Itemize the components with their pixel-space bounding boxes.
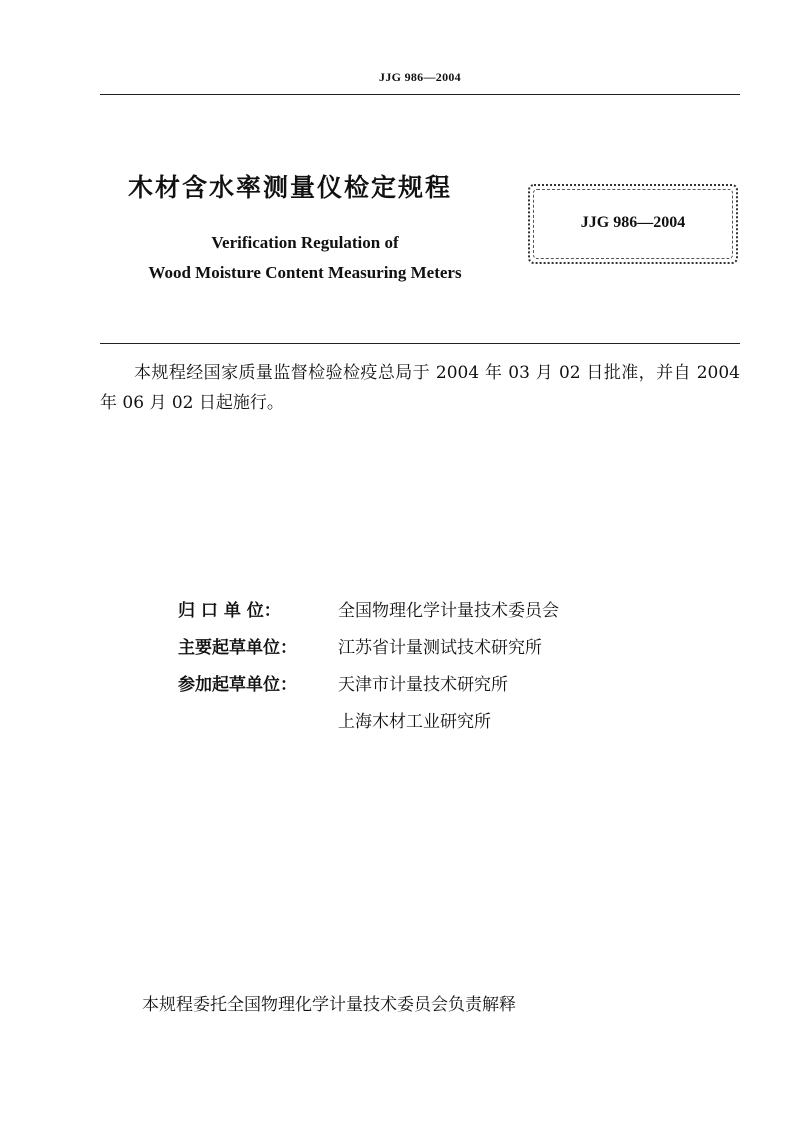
credit-label: 参加起草单位：	[178, 675, 297, 695]
title-english-line2: Wood Moisture Content Measuring Meters	[148, 263, 462, 282]
credit-label: 主要起草单位：	[178, 638, 297, 658]
credit-row	[178, 627, 559, 664]
credit-row	[178, 590, 559, 627]
credit-value: 上海木材工业研究所	[338, 712, 491, 732]
credit-row	[178, 701, 559, 738]
approval-statement	[100, 358, 740, 418]
credit-row	[178, 664, 559, 701]
credit-value: 全国物理化学计量技术委员会	[338, 601, 559, 621]
credit-value: 天津市计量技术研究所	[338, 675, 508, 695]
approval-text: 本规程经国家质量监督检验检疫总局于 2004 年 03 月 02 日批准，并自 2004 年 06 月 02 日起施行。	[100, 363, 740, 413]
regulation-code-box	[528, 184, 738, 264]
drafting-credits	[178, 590, 559, 738]
running-header-code: JJG 986—2004	[379, 70, 461, 84]
interpretation-note: 本规程委托全国物理化学计量技术委员会负责解释	[142, 995, 516, 1015]
credit-value: 江苏省计量测试技术研究所	[338, 638, 542, 658]
title-english	[100, 228, 510, 288]
section-rule	[100, 343, 740, 344]
header-rule	[100, 94, 740, 95]
credit-label: 归 口 单 位：	[178, 601, 281, 621]
regulation-code: JJG 986—2004	[580, 214, 686, 231]
title-english-line1: Verification Regulation of	[211, 233, 399, 252]
title-chinese: 木材含水率测量仪检定规程	[128, 173, 453, 202]
